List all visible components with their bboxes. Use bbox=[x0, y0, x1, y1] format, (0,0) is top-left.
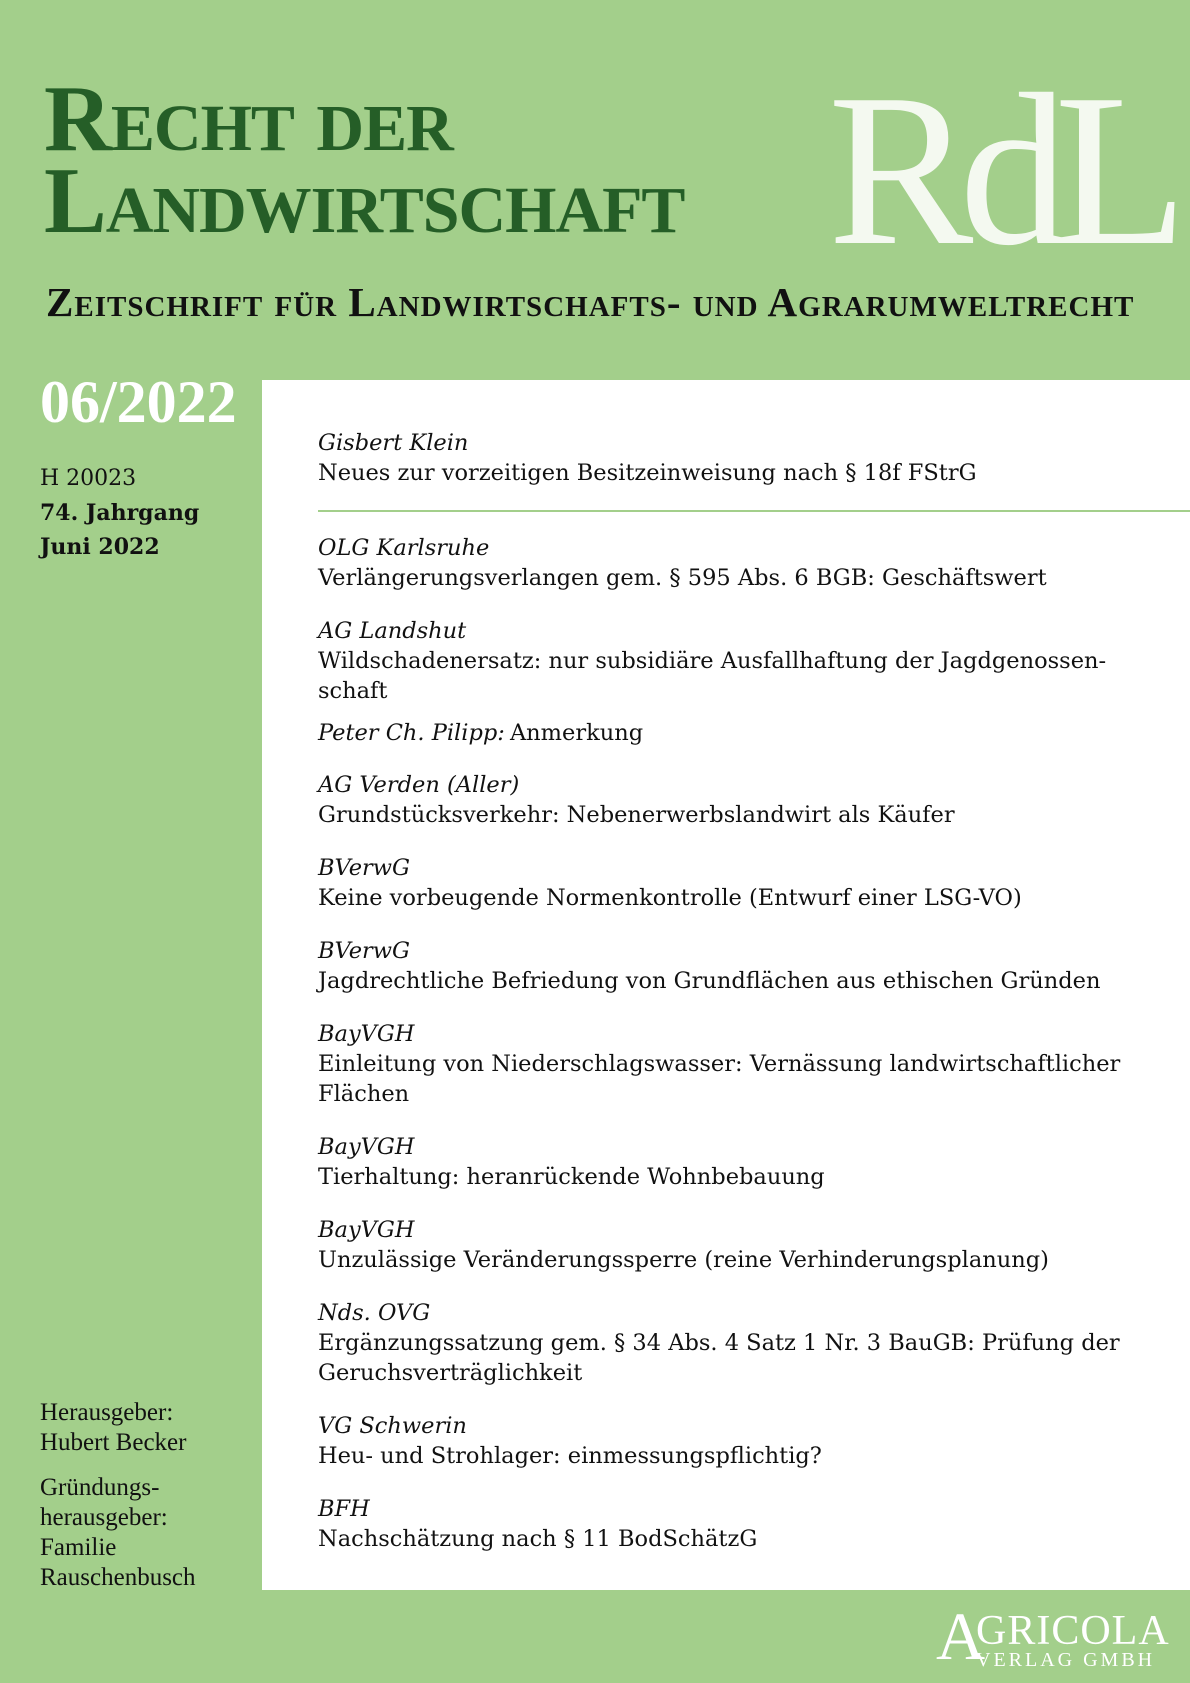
toc-title-line-2: schaft bbox=[318, 678, 388, 704]
toc-author: Peter Ch. Pilipp: bbox=[318, 720, 505, 746]
toc-title-line-2: Geruchsverträglichkeit bbox=[318, 1360, 583, 1386]
founder-label-2: herausgeber: bbox=[40, 1504, 168, 1531]
toc-title: Jagdrechtliche Befriedung von Grundflächen aus ethischen Gründen bbox=[318, 968, 1101, 994]
toc-author: BayVGH bbox=[318, 1134, 415, 1160]
toc-entry[interactable] bbox=[318, 533, 1047, 593]
toc-entry[interactable] bbox=[318, 853, 1022, 913]
founder-block bbox=[40, 1473, 196, 1593]
issue-date: Juni 2022 bbox=[40, 534, 160, 560]
toc-author: OLG Karlsruhe bbox=[318, 535, 490, 561]
publisher-name: Hubert Becker bbox=[40, 1429, 187, 1456]
toc-entry[interactable] bbox=[318, 1019, 1120, 1109]
journal-title-line-2: Landwirtschaft bbox=[44, 149, 685, 253]
toc-entry[interactable] bbox=[318, 770, 955, 830]
toc-entry[interactable] bbox=[318, 1411, 822, 1471]
toc-author: Nds. OVG bbox=[318, 1300, 431, 1326]
toc-entry[interactable] bbox=[318, 936, 1100, 996]
toc-author: BVerwG bbox=[318, 855, 411, 881]
toc-entry[interactable] bbox=[318, 718, 643, 748]
publisher-logo-subline: VERLAG GMBH bbox=[976, 1649, 1156, 1671]
toc-author: BVerwG bbox=[318, 938, 411, 964]
toc-author: Gisbert Klein bbox=[318, 430, 469, 456]
journal-title-line-1: Recht der bbox=[44, 67, 453, 171]
toc-entry[interactable] bbox=[318, 616, 1106, 706]
toc-title-line-2: Flächen bbox=[318, 1081, 410, 1107]
founder-name-2: Rauschenbusch bbox=[40, 1564, 196, 1591]
issue-meta bbox=[40, 462, 199, 564]
issue-code: H 20023 bbox=[40, 466, 137, 491]
toc-title: Anmerkung bbox=[509, 720, 644, 746]
issue-volume: 74. Jahrgang bbox=[40, 500, 200, 526]
toc-author: VG Schwerin bbox=[318, 1413, 467, 1439]
founder-name-1: Familie bbox=[40, 1534, 117, 1561]
toc-title: Neues zur vorzeitigen Besitzeinweisung nach § 18f FStrG bbox=[318, 460, 977, 486]
toc-title: Grundstücksverkehr: Nebenerwerbslandwirt als Käufer bbox=[318, 802, 955, 828]
toc-title: Keine vorbeugende Normenkontrolle (Entwurf einer LSG-VO) bbox=[318, 885, 1022, 911]
toc-divider bbox=[318, 510, 1190, 512]
publisher-logo-name: GRICOLA bbox=[976, 1608, 1170, 1654]
journal-subtitle: Zeitschrift für Landwirtschafts- und Agrarumweltrecht bbox=[46, 279, 1135, 325]
toc-title-line-1: Wildschadenersatz: nur subsidiäre Ausfallhaftung der Jagdgenossen- bbox=[318, 648, 1107, 674]
publisher-logo-initial: A bbox=[936, 1598, 986, 1674]
toc-entry[interactable] bbox=[318, 428, 977, 488]
toc-entry[interactable] bbox=[318, 1132, 825, 1192]
founder-label-1: Gründungs- bbox=[40, 1474, 160, 1501]
journal-abbrev-logo: RdL bbox=[828, 50, 1174, 291]
toc-author: BayVGH bbox=[318, 1021, 415, 1047]
toc-title-line-1: Einleitung von Niederschlagswasser: Vernässung landwirtschaftlicher bbox=[318, 1051, 1121, 1077]
toc-title: Nachschätzung nach § 11 BodSchätzG bbox=[318, 1526, 758, 1552]
table-of-contents bbox=[262, 380, 1190, 1590]
toc-title: Verlängerungsverlangen gem. § 595 Abs. 6 BGB: Geschäftswert bbox=[318, 565, 1047, 591]
issue-number: 06/2022 bbox=[40, 369, 237, 435]
publisher-label: Herausgeber: bbox=[40, 1399, 174, 1426]
toc-author: AG Verden (Aller) bbox=[318, 772, 520, 798]
toc-author: BayVGH bbox=[318, 1217, 415, 1243]
toc-entry[interactable] bbox=[318, 1494, 757, 1554]
toc-title-line-1: Ergänzungssatzung gem. § 34 Abs. 4 Satz 1 Nr. 3 BauGB: Prüfung der bbox=[318, 1330, 1120, 1356]
publisher-block bbox=[40, 1398, 186, 1458]
toc-entry[interactable] bbox=[318, 1298, 1120, 1388]
toc-title: Heu- und Strohlager: einmessungspflichtig? bbox=[318, 1443, 822, 1469]
toc-author: BFH bbox=[318, 1496, 370, 1522]
toc-title: Unzulässige Veränderungssperre (reine Verhinderungsplanung) bbox=[318, 1247, 1049, 1273]
toc-title: Tierhaltung: heranrückende Wohnbebauung bbox=[318, 1164, 825, 1190]
toc-entry[interactable] bbox=[318, 1215, 1049, 1275]
toc-author: AG Landshut bbox=[318, 618, 467, 644]
